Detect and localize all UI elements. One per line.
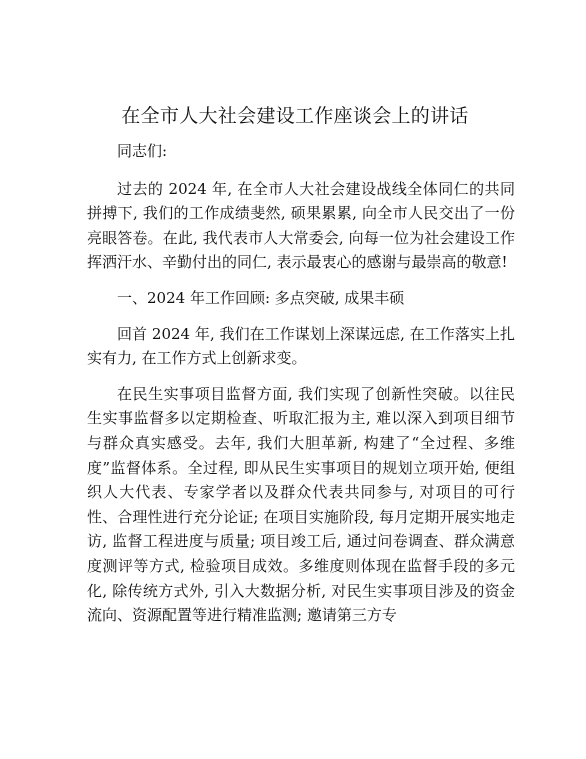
- paragraph-review: 回首 2024 年, 我们在工作谋划上深谋远虑, 在工作落实上扎实有力, 在工作方式上创新求变。: [87, 324, 515, 368]
- paragraph-supervision: 在民生实事项目监督方面, 我们实现了创新性突破。以往民生实事监督多以定期检查、听取汇报为主, 难以深入到项目细节与群众真实感受。去年, 我们大胆革新, 构建了“全过程、多维度”监督体系。全过程, 即从民生实事项目的规划立项开始, 便组织人大代表、专家学者以及群众代表共同参与, 对项目的可行性、合理性进行充分论证; 在项目实施阶段, 每月定期开展实地走访, 监督工程进度与质量; 项目竣工后, 通过问卷调查、群众满意度测评等方式, 检验项目成效。多维度则体现在监督手段的多元化, 除传统方式外, 引入大数据分析, 对民生实事项目涉及的资金流向、资源配置等进行精准监测; 邀请第三方专: [87, 384, 515, 625]
- document-title: 在全市人大社会建设工作座谈会上的讲话: [121, 105, 469, 127]
- paragraph-opening: 过去的 2024 年, 在全市人大社会建设战线全体同仁的共同拼搏下, 我们的工作成绩斐然, 硕果累累, 向全市人民交出了一份亮眼答卷。在此, 我代表市人大常委会, 向每一位为社会建设工作挥洒汗水、辛勤付出的同仁, 表示最衷心的感谢与最崇高的敬意!: [87, 179, 515, 272]
- section-heading-1: 一、2024 年工作回顾: 多点突破, 成果丰硕: [117, 288, 405, 307]
- salutation: 同志们:: [117, 142, 168, 160]
- document-body: [87, 139, 515, 628]
